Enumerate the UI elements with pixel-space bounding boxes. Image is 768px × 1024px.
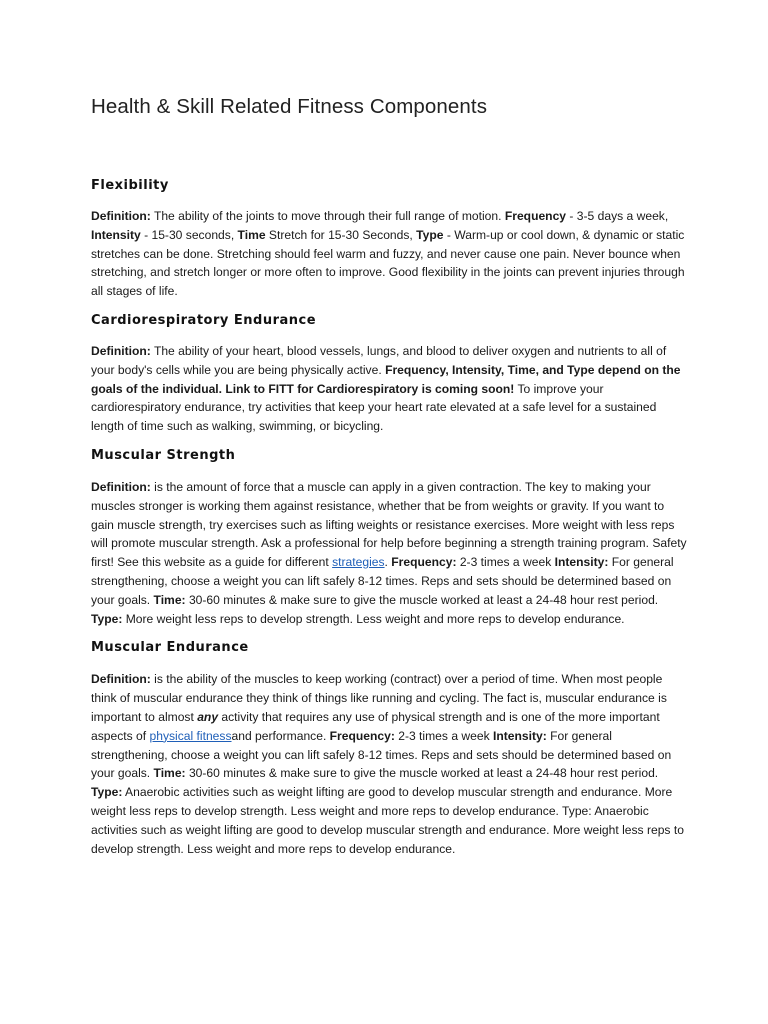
bold-label: Type:: [91, 611, 123, 626]
body-text: Stretch for 15-30 Seconds,: [265, 227, 417, 242]
bold-label: Time: [237, 227, 266, 242]
body-text: is the amount of force that a muscle can apply in a given contraction. The key to making your muscles stronger is working them against resistance, whether that be from weights or gravity. If you want to gain muscle strength, try exercises such as lifting weights or resistance exercises. More weight with less reps will promote muscular strength. Ask a professional for help before beginning a strength training program. Safety first! See this website as a guide for different: [91, 479, 687, 570]
hyperlink[interactable]: strategies: [332, 555, 385, 570]
bold-label: Time:: [153, 592, 186, 607]
section-paragraph: [91, 342, 688, 436]
body-text: 2-3 times a week: [394, 728, 493, 743]
bold-label: Time:: [153, 766, 186, 781]
body-text: More weight less reps to develop strength. Less weight and more reps to develop endurance.: [122, 611, 625, 626]
bold-label: Type: [416, 227, 444, 242]
body-text: - 3-5 days a week,: [566, 209, 669, 223]
section-cardiorespiratory-endurance: [91, 312, 688, 436]
section-paragraph: [91, 478, 688, 628]
section-muscular-endurance: [91, 639, 688, 858]
body-text: and performance.: [231, 728, 330, 743]
body-text: - Warm-up or cool down, & dynamic or static stretches can be done. Stretching should feel warm and fuzzy, and never cause one pain. Never bounce when stretching, and stretch longer or more often to improve. Good flexibility in the joints can prevent injuries through all stages of life.: [91, 227, 685, 299]
section-heading: Muscular Strength: [91, 447, 236, 463]
hyperlink[interactable]: physical fitness: [149, 728, 232, 743]
body-text: - 15-30 seconds,: [140, 227, 238, 242]
section-heading: Muscular Endurance: [91, 640, 249, 656]
section-heading: Cardiorespiratory Endurance: [91, 312, 317, 328]
bold-label: Intensity:: [554, 555, 609, 570]
body-text: The ability of the joints to move through their full range of motion.: [150, 209, 505, 223]
bold-label: Definition:: [91, 343, 151, 358]
emphasis-text: any: [197, 709, 219, 724]
bold-label: Frequency, Intensity, Time, and Type depend on the goals of the individual. Link to FITT for Cardiorespiratory is coming soon!: [91, 362, 681, 396]
section-heading: Flexibility: [91, 178, 169, 193]
body-text: To improve your cardiorespiratory endurance, try activities that keep your heart rate elevated at a safe level for a sustained length of time such as walking, swimming, or bicycling.: [91, 381, 657, 434]
body-text: is the ability of the muscles to keep working (contract) over a period of time. When most people think of muscular endurance they think of things like running and cycling. The fact is, muscular endurance is important to almost: [91, 672, 667, 724]
body-text: 30-60 minutes & make sure to give the muscle worked at least a 24-48 hour rest period.: [185, 766, 659, 781]
body-text: Anaerobic activities such as weight lifting are good to develop muscular strength and endurance. More weight less reps to develop strength. Less weight and more reps to develop endurance. Type: Anaerobic activities such as weight lifting are good to develop muscular strength and endurance. More weight less reps to develop strength. Less weight and more reps to develop endurance.: [91, 785, 684, 856]
section-paragraph: [91, 207, 688, 301]
bold-label: Definition:: [91, 672, 151, 687]
section-paragraph: [91, 670, 688, 858]
body-text: 30-60 minutes & make sure to give the muscle worked at least a 24-48 hour rest period.: [185, 592, 659, 607]
bold-label: Frequency: [504, 209, 567, 223]
bold-label: Type:: [91, 785, 123, 800]
body-text: The ability of your heart, blood vessels, lungs, and blood to deliver oxygen and nutrients to all of your body's cells while you are being physically active.: [91, 343, 667, 377]
bold-label: Frequency:: [391, 555, 457, 570]
body-text: activity that requires any use of physical strength and is one of the more important aspects of: [91, 709, 660, 743]
body-text: .: [384, 555, 392, 570]
body-text: For general strengthening, choose a weight you can lift safely 8-12 times. Reps and sets should be determined based on your goals.: [91, 555, 674, 607]
bold-label: Definition:: [91, 479, 151, 494]
bold-label: Intensity:: [493, 728, 547, 743]
section-flexibility: [91, 177, 688, 301]
bold-label: Definition:: [91, 209, 151, 223]
bold-label: Intensity: [91, 227, 141, 242]
bold-label: Frequency:: [329, 728, 395, 743]
body-text: 2-3 times a week: [456, 555, 555, 570]
body-text: For general strengthening, choose a weight you can lift safely 8-12 times. Reps and sets should be determined based on your goals.: [91, 728, 672, 781]
page-title: Health & Skill Related Fitness Components: [91, 95, 488, 118]
section-muscular-strength: [91, 447, 688, 628]
